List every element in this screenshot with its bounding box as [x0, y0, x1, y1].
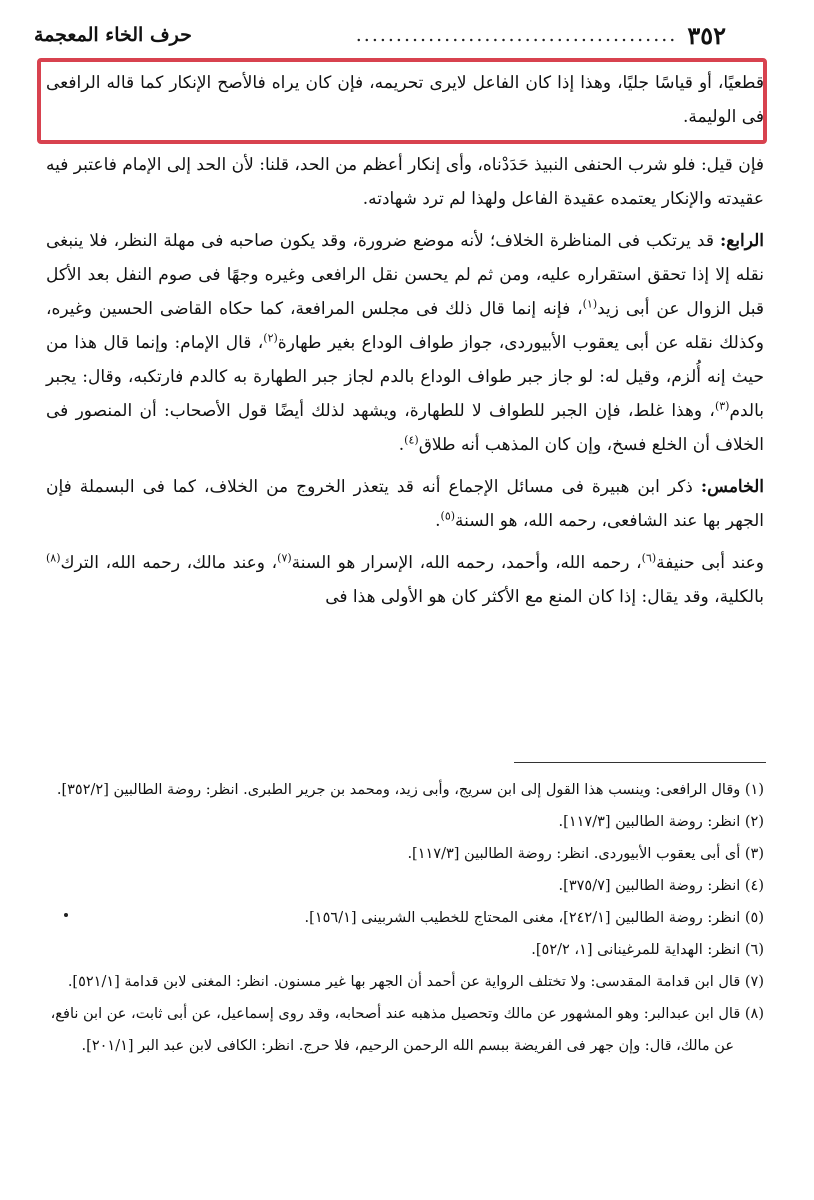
paragraph-text: قد يرتكب فى المناظرة الخلاف؛ لأنه موضع ضرورة، وقد يكون صاحبه فى مهلة النظر، فلا ينبغى نقله إلا إذا تحقق استقراره عليه، ومن ثم لم يحسن نقل الرافعى وغيره وجهًا فى صوم النفل بعد الأكل قبل الزوال عن أبى زيد — [46, 231, 765, 319]
footnote-ref[interactable]: (١) — [582, 297, 598, 311]
footnote-8: (٨) قال ابن عبدالبر: وهو المشهور عن مالك وتحصيل مذهبه عند أصحابه، وقد روى إسماعيل، عن أبى ثابت، عن ابن نافع، عن مالك، قال: وإن جهر فى الفريضة ببسم الله الرحمن الرحيم، فلا حرج. انظر: الكافى لابن عبد البر [٢٠١/١]. — [50, 1006, 764, 1054]
page-number: ٣٥٢ — [687, 20, 726, 50]
footnote-ref[interactable]: (٣) — [714, 399, 730, 413]
footnote-7: (٧) قال ابن قدامة المقدسى: ولا تختلف الرواية عن أحمد أن الجهر بها غير مسنون. انظر: المغنى لابن قدامة [٥٢١/١]. — [67, 974, 764, 990]
paragraph-text: ، وعند مالك، رحمه الله، الترك — [60, 553, 278, 573]
footnote-ref[interactable]: (٨) — [46, 551, 61, 565]
footnote-6: (٦) انظر: الهداية للمرغينانى [١، ٥٢/٢]. — [531, 942, 764, 958]
paragraph-objection — [46, 148, 764, 216]
main-text — [46, 66, 764, 614]
paragraph-lead: الرابع: — [719, 231, 764, 251]
paragraph-text: . — [398, 435, 405, 455]
paragraph-fifth — [46, 470, 764, 538]
paragraph-text: ، فإنه إنما قال ذلك فى مجلس المرافعة، كما حكاه القاضى الحسين وغيره، وكذلك نقله عن أبى يعقوب الأبيوردى، جواز طواف الوداع بغير طهارة — [46, 299, 765, 353]
footnote-ref[interactable]: (٤) — [404, 433, 419, 447]
page-header — [34, 20, 726, 50]
paragraph-lead: الخامس: — [700, 477, 764, 497]
footnote-divider — [514, 762, 766, 763]
footnote-ref[interactable]: (٦) — [641, 551, 657, 565]
paragraph-text: قطعيًا، أو قياسًا جليًا، وهذا إذا كان الفاعل لايرى تحريمه، فإن كان يراه فالأصح الإنكار كما قاله الرافعى فى الوليمة. — [46, 73, 764, 127]
header-dots: ........................................ — [355, 24, 678, 46]
paragraph-text: بالكلية، وقد يقال: إذا كان المنع مع الأكثر كان هو الأولى هذا فى — [325, 587, 764, 607]
paragraph-text: ، رحمه الله، وأحمد، رحمه الله، الإسرار هو السنة — [291, 553, 642, 573]
paragraph-text: ذكر ابن هبيرة فى مسائل الإجماع أنه قد يتعذر الخروج من الخلاف، كما فى البسملة فإن الجهر بها عند الشافعى، رحمه الله، هو السنة — [46, 477, 764, 531]
footnote-4: (٤) انظر: روضة الطالبين [٣٧٥/٧]. — [558, 878, 764, 894]
paragraph-fourth — [46, 224, 764, 462]
chapter-title: حرف الخاء المعجمة — [34, 24, 192, 46]
paragraph-text: ، وهذا غلط، فإن الجبر للطواف لا للطهارة، ويشهد لذلك أيضًا قول الأصحاب: أن المنصور فى الخلاف أن الخلع فسخ، وإن كان المذهب أنه طلاق — [46, 401, 764, 455]
paragraph-text: . — [435, 511, 441, 531]
paragraph-text: وعند أبى حنيفة — [656, 553, 764, 573]
footnote-5: (٥) انظر: روضة الطالبين [٢٤٢/١]، مغنى المحتاج للخطيب الشربينى [١٥٦/١]. — [304, 910, 764, 926]
paragraph-highlighted — [46, 66, 764, 134]
paragraph-text: ، قال الإمام: وإنما قال هذا من حيث إنه أُلزم، وقيل له: لو جاز جبر طواف الوداع بالدم لجاز جبر الطهارة به كالدم فارتكبه، وقال: يجبر بالدم — [46, 333, 764, 421]
footnote-ref[interactable]: (٥) — [440, 509, 456, 523]
footnote-2: (٢) انظر: روضة الطالبين [١١٧/٣]. — [558, 814, 764, 830]
footnote-3: (٣) أى أبى يعقوب الأبيوردى. انظر: روضة الطالبين [١١٧/٣]. — [407, 846, 764, 862]
paragraph-text: فإن قيل: فلو شرب الحنفى النبيذ حَدَدْناه، وأى إنكار أعظم من الحد، قلنا: لأن الحد إلى الإمام فاعتبر فيه عقيدته والإنكار يعتمده عقيدة الفاعل ولهذا لم ترد شهادته. — [46, 155, 764, 209]
footnote-ref[interactable]: (٢) — [263, 331, 278, 345]
footnote-1: (١) وقال الرافعى: وينسب هذا القول إلى ابن سريج، وأبى زيد، ومحمد بن جرير الطبرى. انظر: روضة الطالبين [٣٥٢/٢]. — [56, 782, 764, 798]
footnotes — [40, 774, 764, 1062]
paragraph-madhahib — [46, 546, 764, 614]
print-speck — [64, 913, 68, 917]
footnote-ref[interactable]: (٧) — [277, 551, 292, 565]
